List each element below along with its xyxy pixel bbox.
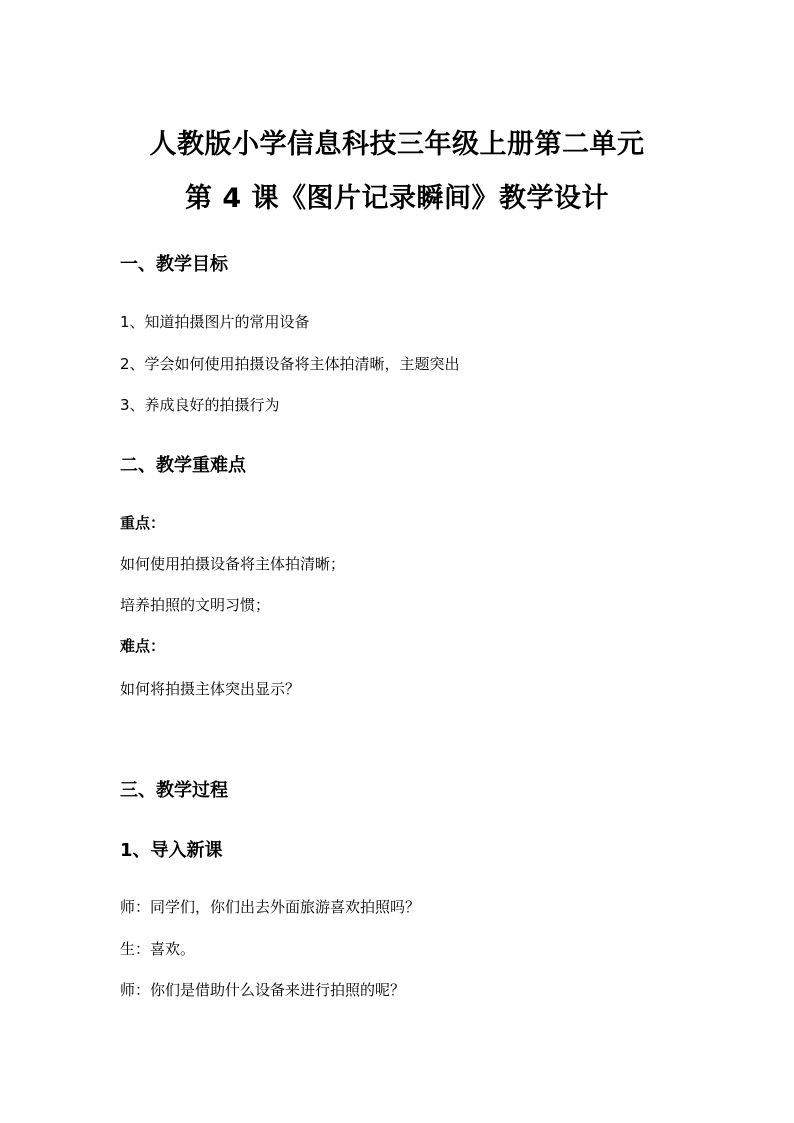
focus-item: 培养拍照的文明习惯； (120, 596, 271, 614)
focus-item: 如何使用拍摄设备将主体拍清晰； (120, 555, 346, 573)
dialogue-line: 生：喜欢。 (120, 940, 196, 958)
dialogue-line: 师：你们是借助什么设备来进行拍照的呢？ (120, 981, 406, 999)
document-title-line2: 第 4 课《图片记录瞬间》教学设计 (184, 183, 610, 214)
step-heading-intro: 1、导入新课 (120, 840, 223, 861)
goal-item: 1、知道拍摄图片的常用设备 (120, 313, 310, 331)
goal-item: 3、养成良好的拍摄行为 (120, 396, 280, 414)
focus-label: 重点： (120, 514, 166, 532)
section-heading-goals: 一、教学目标 (120, 254, 228, 275)
difficulty-item: 如何将拍摄主体突出显示？ (120, 680, 301, 698)
document-title-line1: 人教版小学信息科技三年级上册第二单元 (149, 129, 645, 160)
section-heading-key-points: 二、教学重难点 (120, 455, 246, 476)
section-heading-process: 三、教学过程 (120, 780, 228, 801)
dialogue-line: 师：同学们，你们出去外面旅游喜欢拍照吗？ (120, 898, 421, 916)
difficulty-label: 难点： (120, 637, 166, 655)
goal-item: 2、学会如何使用拍摄设备将主体拍清晰，主题突出 (120, 355, 460, 373)
